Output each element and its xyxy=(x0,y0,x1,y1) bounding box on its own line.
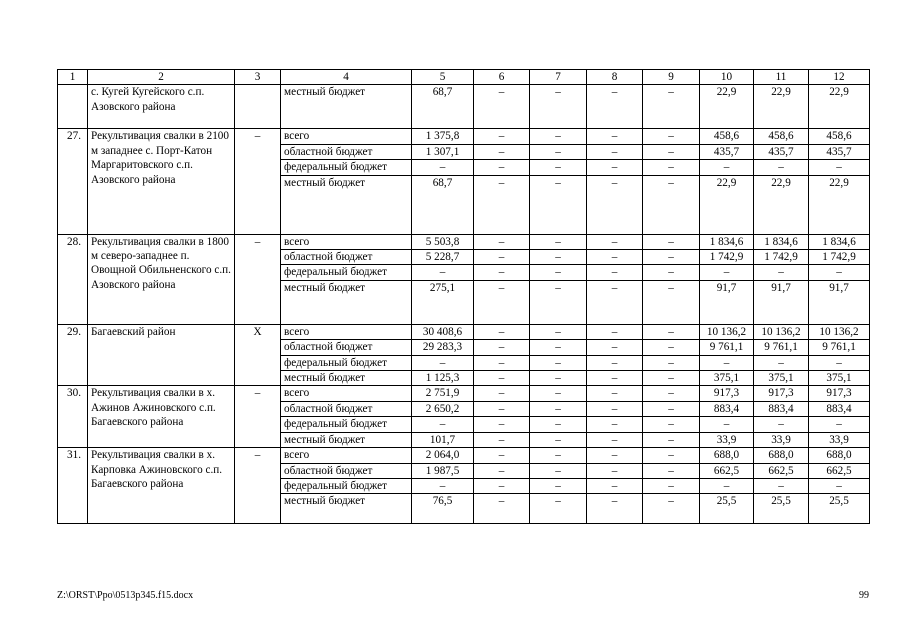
value-cell-7: – xyxy=(530,324,587,339)
value-cell-5: 1 307,1 xyxy=(412,144,474,159)
header-cell: 1 xyxy=(58,70,88,85)
value-cell-10: – xyxy=(700,265,754,280)
value-cell-7: – xyxy=(530,386,587,401)
value-cell-10: 33,9 xyxy=(700,432,754,447)
header-cell: 3 xyxy=(235,70,281,85)
column-3-value xyxy=(235,85,281,129)
value-cell-9: – xyxy=(643,175,700,234)
column-3-value: – xyxy=(235,129,281,234)
value-cell-6: – xyxy=(474,324,530,339)
value-cell-9: – xyxy=(643,250,700,265)
value-cell-11: 458,6 xyxy=(754,129,809,144)
value-cell-7: – xyxy=(530,463,587,478)
value-cell-7: – xyxy=(530,234,587,249)
value-cell-10: 662,5 xyxy=(700,463,754,478)
budget-type: всего xyxy=(281,234,412,249)
budget-type: федеральный бюджет xyxy=(281,160,412,175)
value-cell-9: – xyxy=(643,355,700,370)
value-cell-10: 9 761,1 xyxy=(700,340,754,355)
value-cell-6: – xyxy=(474,175,530,234)
value-cell-7: – xyxy=(530,371,587,386)
value-cell-9: – xyxy=(643,234,700,249)
value-cell-7: – xyxy=(530,265,587,280)
value-cell-12: 25,5 xyxy=(809,494,870,524)
value-cell-6: – xyxy=(474,85,530,129)
value-cell-10: – xyxy=(700,417,754,432)
value-cell-9: – xyxy=(643,478,700,493)
value-cell-11: – xyxy=(754,478,809,493)
value-cell-9: – xyxy=(643,324,700,339)
column-3-value: – xyxy=(235,386,281,448)
budget-type: местный бюджет xyxy=(281,494,412,524)
value-cell-8: – xyxy=(587,250,643,265)
value-cell-7: – xyxy=(530,494,587,524)
budget-type: всего xyxy=(281,386,412,401)
value-cell-12: – xyxy=(809,265,870,280)
value-cell-6: – xyxy=(474,280,530,324)
value-cell-5: 275,1 xyxy=(412,280,474,324)
value-cell-7: – xyxy=(530,401,587,416)
header-cell: 8 xyxy=(587,70,643,85)
value-cell-12: 22,9 xyxy=(809,85,870,129)
value-cell-5: 2 064,0 xyxy=(412,448,474,463)
value-cell-6: – xyxy=(474,234,530,249)
value-cell-12: 688,0 xyxy=(809,448,870,463)
measure-description: Рекультивация свалки в 1800 м северо-западнее п. Овощной Обильненского с.п. Азовского района xyxy=(88,234,235,324)
value-cell-5: 1 125,3 xyxy=(412,371,474,386)
header-cell: 6 xyxy=(474,70,530,85)
measure-description: Рекультивация свалки в х. Карповка Ажиновского с.п. Багаевского района xyxy=(88,448,235,524)
budget-type: федеральный бюджет xyxy=(281,355,412,370)
value-cell-8: – xyxy=(587,463,643,478)
value-cell-8: – xyxy=(587,324,643,339)
value-cell-5: 2 650,2 xyxy=(412,401,474,416)
row-number: 27. xyxy=(58,129,88,234)
value-cell-10: 1 834,6 xyxy=(700,234,754,249)
budget-type: федеральный бюджет xyxy=(281,265,412,280)
measure-description: Багаевский район xyxy=(88,324,235,386)
value-cell-8: – xyxy=(587,386,643,401)
value-cell-9: – xyxy=(643,386,700,401)
header-cell: 5 xyxy=(412,70,474,85)
value-cell-7: – xyxy=(530,280,587,324)
header-row xyxy=(58,70,870,85)
value-cell-8: – xyxy=(587,432,643,447)
value-cell-6: – xyxy=(474,250,530,265)
value-cell-12: 662,5 xyxy=(809,463,870,478)
value-cell-6: – xyxy=(474,355,530,370)
value-cell-5: 101,7 xyxy=(412,432,474,447)
value-cell-9: – xyxy=(643,417,700,432)
value-cell-10: 22,9 xyxy=(700,85,754,129)
value-cell-10: – xyxy=(700,355,754,370)
budget-type: областной бюджет xyxy=(281,401,412,416)
value-cell-12: – xyxy=(809,160,870,175)
budget-type: местный бюджет xyxy=(281,432,412,447)
value-cell-7: – xyxy=(530,160,587,175)
value-cell-12: 458,6 xyxy=(809,129,870,144)
value-cell-7: – xyxy=(530,417,587,432)
value-cell-8: – xyxy=(587,280,643,324)
value-cell-8: – xyxy=(587,129,643,144)
budget-type: всего xyxy=(281,129,412,144)
value-cell-5: 68,7 xyxy=(412,85,474,129)
header-cell: 10 xyxy=(700,70,754,85)
value-cell-9: – xyxy=(643,280,700,324)
value-cell-12: – xyxy=(809,355,870,370)
value-cell-6: – xyxy=(474,265,530,280)
value-cell-10: – xyxy=(700,478,754,493)
value-cell-10: 375,1 xyxy=(700,371,754,386)
value-cell-12: 917,3 xyxy=(809,386,870,401)
value-cell-11: 22,9 xyxy=(754,175,809,234)
value-cell-7: – xyxy=(530,340,587,355)
value-cell-6: – xyxy=(474,371,530,386)
value-cell-7: – xyxy=(530,355,587,370)
row-number xyxy=(58,85,88,129)
value-cell-5: 1 375,8 xyxy=(412,129,474,144)
value-cell-10: 10 136,2 xyxy=(700,324,754,339)
budget-type: федеральный бюджет xyxy=(281,478,412,493)
value-cell-12: 375,1 xyxy=(809,371,870,386)
footer-page-number: 99 xyxy=(859,590,869,601)
value-cell-11: 662,5 xyxy=(754,463,809,478)
value-cell-7: – xyxy=(530,250,587,265)
value-cell-6: – xyxy=(474,144,530,159)
value-cell-7: – xyxy=(530,432,587,447)
value-cell-12: 883,4 xyxy=(809,401,870,416)
value-cell-8: – xyxy=(587,401,643,416)
value-cell-9: – xyxy=(643,129,700,144)
value-cell-5: 2 751,9 xyxy=(412,386,474,401)
value-cell-11: 91,7 xyxy=(754,280,809,324)
value-cell-8: – xyxy=(587,448,643,463)
value-cell-11: 375,1 xyxy=(754,371,809,386)
table-row xyxy=(58,386,870,401)
value-cell-8: – xyxy=(587,371,643,386)
value-cell-9: – xyxy=(643,448,700,463)
value-cell-9: – xyxy=(643,85,700,129)
table-row xyxy=(58,129,870,144)
value-cell-9: – xyxy=(643,160,700,175)
value-cell-10: 458,6 xyxy=(700,129,754,144)
measure-description: с. Кугей Кугейского с.п. Азовского района xyxy=(88,85,235,129)
value-cell-10: 1 742,9 xyxy=(700,250,754,265)
header-cell: 4 xyxy=(281,70,412,85)
value-cell-12: 33,9 xyxy=(809,432,870,447)
budget-type: всего xyxy=(281,448,412,463)
row-number: 28. xyxy=(58,234,88,324)
value-cell-10: – xyxy=(700,160,754,175)
table-row xyxy=(58,324,870,339)
column-3-value: Х xyxy=(235,324,281,386)
value-cell-10: 917,3 xyxy=(700,386,754,401)
value-cell-8: – xyxy=(587,160,643,175)
value-cell-8: – xyxy=(587,85,643,129)
value-cell-5: 1 987,5 xyxy=(412,463,474,478)
value-cell-12: 9 761,1 xyxy=(809,340,870,355)
value-cell-11: – xyxy=(754,355,809,370)
value-cell-10: 25,5 xyxy=(700,494,754,524)
value-cell-7: – xyxy=(530,144,587,159)
value-cell-12: 91,7 xyxy=(809,280,870,324)
value-cell-8: – xyxy=(587,234,643,249)
row-number: 30. xyxy=(58,386,88,448)
value-cell-11: 22,9 xyxy=(754,85,809,129)
value-cell-5: 76,5 xyxy=(412,494,474,524)
value-cell-6: – xyxy=(474,432,530,447)
value-cell-12: – xyxy=(809,417,870,432)
value-cell-5: 29 283,3 xyxy=(412,340,474,355)
value-cell-6: – xyxy=(474,386,530,401)
budget-type: местный бюджет xyxy=(281,371,412,386)
value-cell-5: – xyxy=(412,355,474,370)
value-cell-12: 1 834,6 xyxy=(809,234,870,249)
budget-type: областной бюджет xyxy=(281,144,412,159)
table-row xyxy=(58,85,870,129)
value-cell-9: – xyxy=(643,494,700,524)
value-cell-6: – xyxy=(474,478,530,493)
budget-table xyxy=(57,69,870,524)
value-cell-6: – xyxy=(474,463,530,478)
value-cell-7: – xyxy=(530,478,587,493)
value-cell-6: – xyxy=(474,417,530,432)
budget-type: федеральный бюджет xyxy=(281,417,412,432)
value-cell-11: 1 834,6 xyxy=(754,234,809,249)
value-cell-9: – xyxy=(643,144,700,159)
budget-type: местный бюджет xyxy=(281,85,412,129)
value-cell-5: – xyxy=(412,160,474,175)
value-cell-11: – xyxy=(754,160,809,175)
value-cell-6: – xyxy=(474,494,530,524)
footer-file-path: Z:\ORST\Ppo\0513p345.f15.docx xyxy=(57,590,194,601)
value-cell-7: – xyxy=(530,85,587,129)
value-cell-12: 435,7 xyxy=(809,144,870,159)
header-cell: 9 xyxy=(643,70,700,85)
value-cell-11: 435,7 xyxy=(754,144,809,159)
budget-type: областной бюджет xyxy=(281,463,412,478)
value-cell-5: 68,7 xyxy=(412,175,474,234)
value-cell-9: – xyxy=(643,463,700,478)
value-cell-11: 688,0 xyxy=(754,448,809,463)
header-cell: 11 xyxy=(754,70,809,85)
value-cell-10: 435,7 xyxy=(700,144,754,159)
value-cell-11: 9 761,1 xyxy=(754,340,809,355)
measure-description: Рекультивация свалки в х. Ажинов Ажиновского с.п. Багаевского района xyxy=(88,386,235,448)
table-row xyxy=(58,448,870,463)
value-cell-12: 22,9 xyxy=(809,175,870,234)
measure-description: Рекультивация свалки в 2100 м западнее с. Порт-Катон Маргаритовского с.п. Азовского района xyxy=(88,129,235,234)
value-cell-9: – xyxy=(643,401,700,416)
value-cell-9: – xyxy=(643,371,700,386)
value-cell-11: – xyxy=(754,417,809,432)
value-cell-5: 30 408,6 xyxy=(412,324,474,339)
value-cell-11: 1 742,9 xyxy=(754,250,809,265)
value-cell-9: – xyxy=(643,340,700,355)
value-cell-6: – xyxy=(474,401,530,416)
value-cell-6: – xyxy=(474,160,530,175)
value-cell-8: – xyxy=(587,478,643,493)
row-number: 31. xyxy=(58,448,88,524)
value-cell-6: – xyxy=(474,340,530,355)
value-cell-8: – xyxy=(587,340,643,355)
value-cell-11: 25,5 xyxy=(754,494,809,524)
value-cell-9: – xyxy=(643,432,700,447)
value-cell-5: – xyxy=(412,478,474,493)
value-cell-8: – xyxy=(587,355,643,370)
column-3-value: – xyxy=(235,448,281,524)
value-cell-8: – xyxy=(587,175,643,234)
value-cell-5: 5 503,8 xyxy=(412,234,474,249)
value-cell-7: – xyxy=(530,129,587,144)
value-cell-7: – xyxy=(530,175,587,234)
value-cell-10: 688,0 xyxy=(700,448,754,463)
value-cell-5: 5 228,7 xyxy=(412,250,474,265)
value-cell-10: 91,7 xyxy=(700,280,754,324)
value-cell-5: – xyxy=(412,417,474,432)
value-cell-6: – xyxy=(474,448,530,463)
table-row xyxy=(58,234,870,249)
value-cell-8: – xyxy=(587,144,643,159)
value-cell-6: – xyxy=(474,129,530,144)
header-cell: 7 xyxy=(530,70,587,85)
header-cell: 2 xyxy=(88,70,235,85)
budget-type: областной бюджет xyxy=(281,250,412,265)
value-cell-12: 10 136,2 xyxy=(809,324,870,339)
value-cell-12: 1 742,9 xyxy=(809,250,870,265)
value-cell-11: 10 136,2 xyxy=(754,324,809,339)
value-cell-9: – xyxy=(643,265,700,280)
value-cell-10: 883,4 xyxy=(700,401,754,416)
value-cell-10: 22,9 xyxy=(700,175,754,234)
value-cell-11: 917,3 xyxy=(754,386,809,401)
row-number: 29. xyxy=(58,324,88,386)
budget-type: местный бюджет xyxy=(281,280,412,324)
value-cell-12: – xyxy=(809,478,870,493)
value-cell-11: 883,4 xyxy=(754,401,809,416)
value-cell-8: – xyxy=(587,494,643,524)
column-3-value: – xyxy=(235,234,281,324)
header-cell: 12 xyxy=(809,70,870,85)
value-cell-11: 33,9 xyxy=(754,432,809,447)
value-cell-8: – xyxy=(587,265,643,280)
budget-type: всего xyxy=(281,324,412,339)
budget-type: местный бюджет xyxy=(281,175,412,234)
value-cell-7: – xyxy=(530,448,587,463)
value-cell-11: – xyxy=(754,265,809,280)
value-cell-8: – xyxy=(587,417,643,432)
value-cell-5: – xyxy=(412,265,474,280)
budget-type: областной бюджет xyxy=(281,340,412,355)
